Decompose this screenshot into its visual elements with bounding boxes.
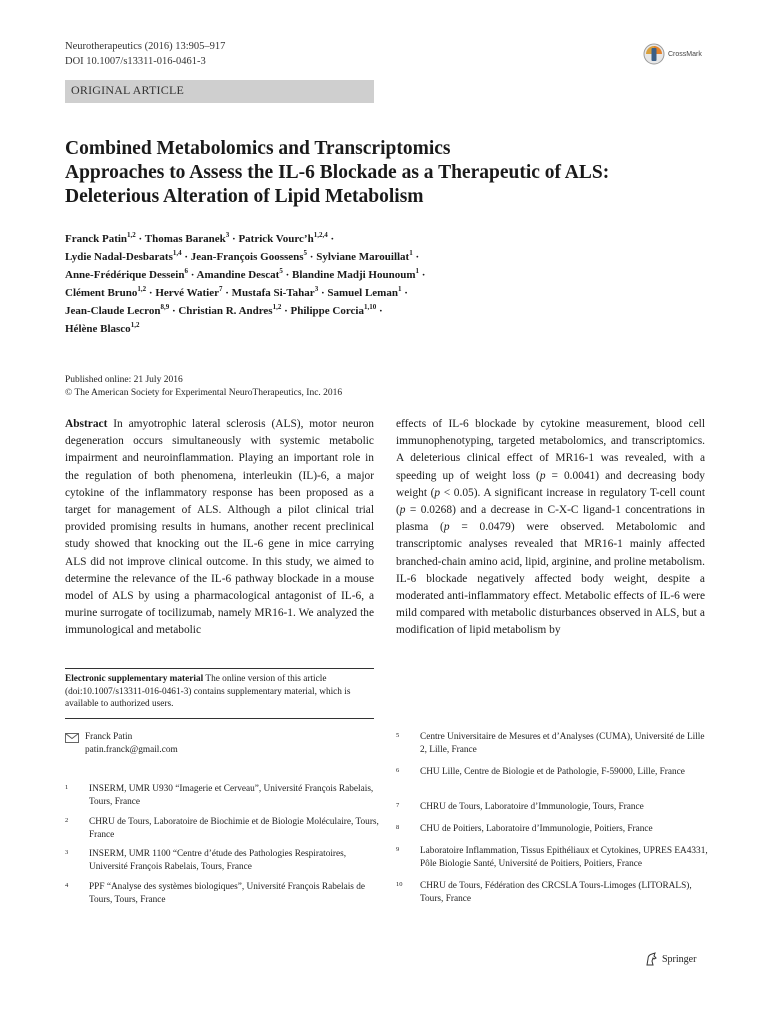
author-separator: ·: [421, 269, 426, 281]
author-name[interactable]: Franck Patin: [65, 233, 128, 245]
author-name[interactable]: Philippe Corcia: [290, 305, 364, 317]
author-affiliation: 1,4: [172, 249, 182, 257]
author-separator: ·: [284, 305, 288, 317]
abstract-text: = 0.0268) and a decrease in C-X-C ligand-1 concentrations in plasma (: [396, 504, 705, 534]
copyright-icon: ©: [65, 387, 73, 398]
author-separator: ·: [415, 251, 420, 263]
author-affiliation: 3: [225, 231, 230, 239]
author-affiliation: 5: [279, 267, 283, 275]
author-separator: ·: [232, 233, 236, 245]
esm-top-rule: [65, 668, 374, 669]
author-name[interactable]: Jean-François Goossens: [190, 251, 304, 263]
title-line-2: Approaches to Assess the IL-6 Blockade as a Therapeutic of ALS:: [65, 162, 610, 183]
affiliation-5: [396, 731, 708, 756]
affiliation-1: [65, 783, 385, 808]
author-separator: ·: [378, 305, 383, 317]
affiliation-number: 7: [396, 802, 400, 809]
author-affiliation: 1,2: [272, 303, 282, 311]
correspondence-name: Franck Patin: [85, 732, 133, 742]
author-affiliation: 1,2: [137, 285, 147, 293]
copyright-line: [65, 387, 342, 400]
title-line-1: Combined Metabolomics and Transcriptomics: [65, 138, 451, 159]
abstract-text: < 0.05). A significant increase in regulatory T-cell count (: [396, 486, 705, 517]
author-name[interactable]: Blandine Madji Hounoum: [292, 269, 416, 281]
author-list: [65, 230, 705, 338]
author-separator: ·: [320, 287, 325, 299]
author-affiliation: 6: [184, 267, 188, 275]
publication-info: [65, 374, 342, 399]
affiliation-7: [396, 801, 708, 814]
author-affiliation: 3: [314, 285, 319, 293]
affiliation-text: CHU de Poitiers, Laboratoire d’Immunologie, Poitiers, France: [420, 824, 653, 834]
affiliation-number: 4: [65, 882, 69, 889]
p-symbol: p: [443, 521, 450, 534]
author-separator: ·: [404, 287, 408, 299]
crossmark-label: CrossMark: [668, 50, 702, 58]
electronic-supplementary-material: [65, 673, 374, 711]
affiliation-number: 9: [396, 846, 400, 853]
affiliation-number: 3: [65, 849, 69, 856]
article-type-banner: ORIGINAL ARTICLE: [65, 80, 374, 103]
correspondence: [65, 731, 178, 756]
affiliation-text: CHRU de Tours, Laboratoire d’Immunologie, Tours, France: [420, 802, 644, 812]
abstract-left-column: [65, 416, 374, 640]
p-symbol: p: [434, 486, 441, 499]
abstract-text: effects of IL-6 blockade by cytokine measurement, blood cell immunophenotyping, targeted metabolomics, and transcriptomics. A deleterious clinical effect of MR16-1 was revealed, with a speeding up of weight loss (: [396, 418, 705, 482]
affiliation-text: INSERM, UMR 1100 “Centre d’étude des Pathologies Respiratoires, Université François Rabelais, Tours, France: [89, 849, 347, 872]
author-affiliation: 7: [218, 285, 223, 293]
author-name[interactable]: Sylviane Marouillat: [316, 251, 410, 263]
author-name[interactable]: Hervé Watier: [155, 287, 219, 299]
affiliation-number: 10: [396, 881, 403, 888]
author-name[interactable]: Christian R. Andres: [178, 305, 273, 317]
affiliation-number: 1: [65, 784, 69, 791]
springer-horse-icon: [644, 952, 658, 966]
published-date: Published online: 21 July 2016: [65, 375, 183, 385]
abstract-text-left: In amyotrophic lateral sclerosis (ALS), motor neuron degeneration occurs simultaneously with systemic metabolic impairment and neuroinflammation. Playing an important role in the regulation of both phenomena, interleukin (IL)-6, a major cytokine of the inflammatory response has been proposed as a target for management of ALS. Although a pilot clinical trial provided promising results in humans, another recent preclinical study showed that knocking out the IL-6 gene in mice carrying ALS did not improve clinical outcome. In this study, we aimed to determine the relevance of the IL-6 pathway blockade in a mouse model of ALS by using a pharmacological antagonist of IL-6, a murine surrogate of tocilizumab, namely MR16-1. We analyzed the immunological and metabolic: [65, 418, 374, 637]
affiliation-2: [65, 816, 385, 841]
affiliation-10: [396, 880, 708, 905]
copyright-text: The American Society for Experimental NeuroTherapeutics, Inc. 2016: [74, 387, 343, 398]
affiliation-text: INSERM, UMR U930 “Imagerie et Cerveau”, Université François Rabelais, Tours, France: [89, 784, 374, 807]
author-name[interactable]: Amandine Descat: [196, 269, 280, 281]
author-separator: ·: [148, 287, 153, 299]
affiliation-number: 2: [65, 817, 69, 824]
envelope-icon: [65, 733, 79, 743]
publisher-name: Springer: [662, 953, 697, 965]
affiliation-text: CHU Lille, Centre de Biologie et de Pathologie, F-59000, Lille, France: [420, 767, 685, 777]
author-name[interactable]: Clément Bruno: [65, 287, 138, 299]
title-line-3: Deleterious Alteration of Lipid Metabolism: [65, 186, 424, 207]
author-affiliation: 1,2: [127, 231, 136, 239]
author-name[interactable]: Thomas Baranek: [144, 233, 226, 245]
abstract-text: = 0.0041) and decreasing body weight (: [396, 469, 705, 499]
author-name[interactable]: Patrick Vourc’h: [238, 233, 314, 245]
esm-text: The online version of this article (doi:10.1007/s13311-016-0461-3) contains supplementary material, which is available to authorized users.: [65, 674, 351, 710]
author-affiliation: 1: [397, 285, 402, 293]
author-name[interactable]: Lydie Nadal-Desbarats: [65, 251, 173, 263]
affiliation-text: Laboratoire Inflammation, Tissus Epithéliaux et Cytokines, UPRES EA4331, Pôle Biologie Santé, Université de Poitiers, Poitiers, France: [420, 846, 708, 869]
author-name[interactable]: Hélène Blasco: [65, 323, 131, 335]
article-title: [65, 137, 705, 209]
affiliation-number: 6: [396, 767, 400, 774]
p-symbol: p: [539, 469, 546, 482]
affiliation-number: 5: [396, 732, 400, 739]
author-affiliation: 1,2: [130, 321, 140, 329]
author-affiliation: 1: [409, 249, 413, 257]
author-affiliation: 1: [415, 267, 420, 275]
crossmark-icon: [643, 43, 665, 65]
p-symbol: p: [399, 504, 406, 517]
author-separator: ·: [285, 269, 290, 281]
affiliation-text: CHRU de Tours, Fédération des CRCSLA Tours-Limoges (LITORALS), Tours, France: [420, 881, 692, 904]
author-separator: ·: [184, 251, 189, 263]
author-name[interactable]: Samuel Leman: [327, 287, 398, 299]
author-affiliation: 1,2,4: [313, 231, 328, 239]
author-separator: ·: [309, 251, 314, 263]
affiliation-number: 8: [396, 824, 400, 831]
author-name[interactable]: Anne-Frédérique Dessein: [65, 269, 185, 281]
affiliation-4: [65, 881, 385, 906]
author-name[interactable]: Jean-Claude Lecron: [65, 305, 161, 317]
esm-bottom-rule: [65, 718, 374, 719]
esm-heading: Electronic supplementary material: [65, 674, 204, 684]
journal-citation: Neurotherapeutics (2016) 13:905–917: [65, 41, 226, 52]
author-affiliation: 5: [303, 249, 308, 257]
affiliation-9: [396, 845, 708, 870]
author-separator: ·: [190, 269, 195, 281]
author-separator: ·: [330, 233, 335, 245]
author-separator: ·: [225, 287, 229, 299]
author-affiliation: 1,10: [363, 303, 377, 311]
correspondence-email[interactable]: patin.franck@gmail.com: [85, 744, 178, 755]
publisher-logo: [644, 952, 696, 966]
abstract-right-column: [396, 416, 705, 640]
author-affiliation: 8,9: [160, 303, 170, 311]
crossmark-badge[interactable]: [643, 43, 713, 65]
affiliation-3: [65, 848, 385, 873]
author-separator: ·: [138, 233, 143, 245]
affiliation-text: PPF “Analyse des systèmes biologiques”, Université François Rabelais de Tours, Tours, France: [89, 882, 366, 905]
affiliation-text: Centre Universitaire de Mesures et d’Analyses (CUMA), Université de Lille 2, Lille, France: [420, 732, 705, 755]
author-name[interactable]: Mustafa Si-Tahar: [231, 287, 315, 299]
abstract-heading: Abstract: [65, 418, 108, 430]
affiliation-6: [396, 766, 708, 779]
author-separator: ·: [171, 305, 176, 317]
affiliation-8: [396, 823, 708, 836]
abstract-text: = 0.0479) were observed. Metabolomic and transcriptomic analyses revealed that MR16-1 mainly affected branched-chain amino acid, lipid, arginine, and proline metabolism. IL-6 blockade negatively affected body weight, despite a moderated anti-inflammatory effect. Metabolic effects of IL-6 were mild compared with metabolic disturbances observed in ALS, but a modification of lipid metabolism by: [396, 521, 706, 637]
affiliation-text: CHRU de Tours, Laboratoire de Biochimie et de Biologie Moléculaire, Tours, France: [89, 817, 379, 840]
doi[interactable]: DOI 10.1007/s13311-016-0461-3: [65, 56, 206, 67]
